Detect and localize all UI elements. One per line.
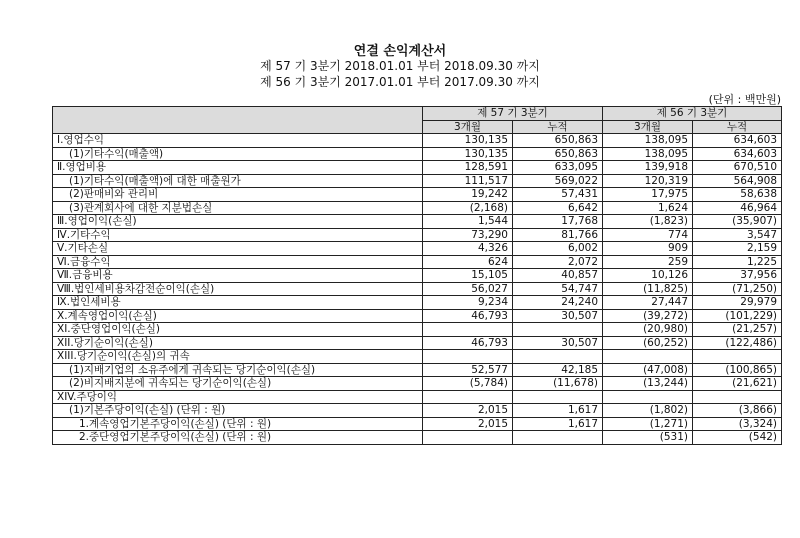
row-value: 46,964 bbox=[693, 201, 782, 215]
table-row bbox=[53, 282, 782, 296]
row-value bbox=[513, 350, 603, 364]
row-value: 2,072 bbox=[513, 255, 603, 269]
table-row bbox=[53, 215, 782, 229]
row-value bbox=[423, 350, 513, 364]
prior-3month-header: 3개월 bbox=[603, 120, 693, 134]
row-value: 138,095 bbox=[603, 147, 693, 161]
row-value: 650,863 bbox=[513, 147, 603, 161]
row-value bbox=[423, 323, 513, 337]
row-value: 130,135 bbox=[423, 147, 513, 161]
table-row bbox=[53, 336, 782, 350]
row-value: 46,793 bbox=[423, 336, 513, 350]
row-label: Ⅴ.기타손실 bbox=[53, 242, 423, 256]
prior-period-range: 제 56 기 3분기 2017.01.01 부터 2017.09.30 까지 bbox=[260, 75, 540, 89]
row-label: Ⅷ.법인세비용차감전순이익(손실) bbox=[53, 282, 423, 296]
prior-cumulative-header: 누적 bbox=[693, 120, 782, 134]
table-row bbox=[53, 323, 782, 337]
row-value: 138,095 bbox=[603, 134, 693, 148]
row-value: (11,678) bbox=[513, 377, 603, 391]
row-label: (2)비지배지분에 귀속되는 당기순이익(손실) bbox=[53, 377, 423, 391]
row-value: 37,956 bbox=[693, 269, 782, 283]
row-label: Ⅳ.기타수익 bbox=[53, 228, 423, 242]
row-value bbox=[603, 350, 693, 364]
row-label: Ⅲ.영업이익(손실) bbox=[53, 215, 423, 229]
row-value: 2,159 bbox=[693, 242, 782, 256]
row-value: (71,250) bbox=[693, 282, 782, 296]
row-label: XIII.당기순이익(손실)의 귀속 bbox=[53, 350, 423, 364]
row-value: 27,447 bbox=[603, 296, 693, 310]
row-value: (11,825) bbox=[603, 282, 693, 296]
row-value: 73,290 bbox=[423, 228, 513, 242]
row-value: 111,517 bbox=[423, 174, 513, 188]
row-value bbox=[423, 431, 513, 445]
row-label: 1.계속영업기본주당이익(손실) (단위 : 원) bbox=[53, 417, 423, 431]
row-value: 1,544 bbox=[423, 215, 513, 229]
row-value: (21,257) bbox=[693, 323, 782, 337]
row-value bbox=[513, 390, 603, 404]
row-label: Ⅹ.계속영업이익(손실) bbox=[53, 309, 423, 323]
table-row bbox=[53, 188, 782, 202]
row-value bbox=[513, 323, 603, 337]
row-label: (3)관계회사에 대한 지분법손실 bbox=[53, 201, 423, 215]
row-value: 10,126 bbox=[603, 269, 693, 283]
row-label: Ⅱ.영업비용 bbox=[53, 161, 423, 175]
row-value: (20,980) bbox=[603, 323, 693, 337]
row-label: (2)판매비와 관리비 bbox=[53, 188, 423, 202]
row-value: 6,002 bbox=[513, 242, 603, 256]
statement-title: 연결 손익계산서 bbox=[353, 44, 447, 59]
table-row bbox=[53, 350, 782, 364]
table-row bbox=[53, 377, 782, 391]
current-period-range: 제 57 기 3분기 2018.01.01 부터 2018.09.30 까지 bbox=[260, 59, 540, 73]
row-value: 670,510 bbox=[693, 161, 782, 175]
row-label: (1)기본주당이익(손실) (단위 : 원) bbox=[53, 404, 423, 418]
table-row bbox=[53, 255, 782, 269]
current-cumulative-header: 누적 bbox=[513, 120, 603, 134]
row-value: (531) bbox=[603, 431, 693, 445]
income-statement-table bbox=[52, 106, 782, 445]
row-value: 17,768 bbox=[513, 215, 603, 229]
statement-body bbox=[53, 134, 782, 445]
row-value: 2,015 bbox=[423, 404, 513, 418]
row-value: 30,507 bbox=[513, 336, 603, 350]
row-value: 46,793 bbox=[423, 309, 513, 323]
row-value: 139,918 bbox=[603, 161, 693, 175]
row-value: (542) bbox=[693, 431, 782, 445]
current-3month-header: 3개월 bbox=[423, 120, 513, 134]
row-value: 81,766 bbox=[513, 228, 603, 242]
row-value: 1,617 bbox=[513, 417, 603, 431]
table-row bbox=[53, 228, 782, 242]
row-value: 120,319 bbox=[603, 174, 693, 188]
row-value: 633,095 bbox=[513, 161, 603, 175]
row-value: (1,802) bbox=[603, 404, 693, 418]
row-value: 128,591 bbox=[423, 161, 513, 175]
row-value: 259 bbox=[603, 255, 693, 269]
current-period-header: 제 57 기 3분기 bbox=[423, 107, 603, 121]
row-value: 9,234 bbox=[423, 296, 513, 310]
row-value: 569,022 bbox=[513, 174, 603, 188]
row-value: 17,975 bbox=[603, 188, 693, 202]
row-value: (1,823) bbox=[603, 215, 693, 229]
row-label: Ⅸ.법인세비용 bbox=[53, 296, 423, 310]
row-value: (21,621) bbox=[693, 377, 782, 391]
row-value: 42,185 bbox=[513, 363, 603, 377]
row-value bbox=[513, 431, 603, 445]
table-row bbox=[53, 309, 782, 323]
row-value bbox=[603, 390, 693, 404]
row-value: 29,979 bbox=[693, 296, 782, 310]
row-value: (35,907) bbox=[693, 215, 782, 229]
row-value: 564,908 bbox=[693, 174, 782, 188]
row-value: 6,642 bbox=[513, 201, 603, 215]
row-label: XI.중단영업이익(손실) bbox=[53, 323, 423, 337]
row-value: 52,577 bbox=[423, 363, 513, 377]
row-value bbox=[423, 390, 513, 404]
row-value: 3,547 bbox=[693, 228, 782, 242]
row-value: 30,507 bbox=[513, 309, 603, 323]
row-value: 1,225 bbox=[693, 255, 782, 269]
table-row bbox=[53, 242, 782, 256]
row-value: 4,326 bbox=[423, 242, 513, 256]
row-value: 1,617 bbox=[513, 404, 603, 418]
row-value: 130,135 bbox=[423, 134, 513, 148]
row-value: 54,747 bbox=[513, 282, 603, 296]
row-label: (1)기타수익(매출액) bbox=[53, 147, 423, 161]
row-value: 634,603 bbox=[693, 134, 782, 148]
row-value: (5,784) bbox=[423, 377, 513, 391]
row-label: XIV.주당이익 bbox=[53, 390, 423, 404]
row-value: 909 bbox=[603, 242, 693, 256]
unit-label: (단위 : 백만원) bbox=[708, 93, 781, 106]
row-value: 1,624 bbox=[603, 201, 693, 215]
row-value: (101,229) bbox=[693, 309, 782, 323]
row-value: 56,027 bbox=[423, 282, 513, 296]
table-row bbox=[53, 404, 782, 418]
row-value: (3,324) bbox=[693, 417, 782, 431]
row-value bbox=[693, 390, 782, 404]
row-value: 15,105 bbox=[423, 269, 513, 283]
row-label: XII.당기순이익(손실) bbox=[53, 336, 423, 350]
row-value: 634,603 bbox=[693, 147, 782, 161]
row-label: Ⅶ.금융비용 bbox=[53, 269, 423, 283]
table-row bbox=[53, 296, 782, 310]
table-row bbox=[53, 269, 782, 283]
row-label: (1)기타수익(매출액)에 대한 매출원가 bbox=[53, 174, 423, 188]
header-row-periods bbox=[53, 107, 782, 121]
table-row bbox=[53, 161, 782, 175]
prior-period-header: 제 56 기 3분기 bbox=[603, 107, 782, 121]
table-row bbox=[53, 201, 782, 215]
row-label: Ⅰ.영업수익 bbox=[53, 134, 423, 148]
row-value: (100,865) bbox=[693, 363, 782, 377]
row-value: (60,252) bbox=[603, 336, 693, 350]
table-row bbox=[53, 134, 782, 148]
row-value: 40,857 bbox=[513, 269, 603, 283]
table-row bbox=[53, 174, 782, 188]
table-row bbox=[53, 431, 782, 445]
row-value: 19,242 bbox=[423, 188, 513, 202]
table-row bbox=[53, 417, 782, 431]
row-value: (47,008) bbox=[603, 363, 693, 377]
row-value: 2,015 bbox=[423, 417, 513, 431]
row-value: (39,272) bbox=[603, 309, 693, 323]
table-row bbox=[53, 363, 782, 377]
row-value: (2,168) bbox=[423, 201, 513, 215]
row-value bbox=[693, 350, 782, 364]
row-label: (1)지배기업의 소유주에게 귀속되는 당기순이익(손실) bbox=[53, 363, 423, 377]
table-row bbox=[53, 147, 782, 161]
row-value: (3,866) bbox=[693, 404, 782, 418]
row-value: 57,431 bbox=[513, 188, 603, 202]
row-label: Ⅵ.금융수익 bbox=[53, 255, 423, 269]
row-value: (13,244) bbox=[603, 377, 693, 391]
row-value: 624 bbox=[423, 255, 513, 269]
table-row bbox=[53, 390, 782, 404]
row-value: 58,638 bbox=[693, 188, 782, 202]
row-value: (1,271) bbox=[603, 417, 693, 431]
account-header bbox=[53, 107, 423, 134]
row-value: 24,240 bbox=[513, 296, 603, 310]
row-value: 650,863 bbox=[513, 134, 603, 148]
row-label: 2.중단영업기본주당이익(손실) (단위 : 원) bbox=[53, 431, 423, 445]
row-value: 774 bbox=[603, 228, 693, 242]
row-value: (122,486) bbox=[693, 336, 782, 350]
